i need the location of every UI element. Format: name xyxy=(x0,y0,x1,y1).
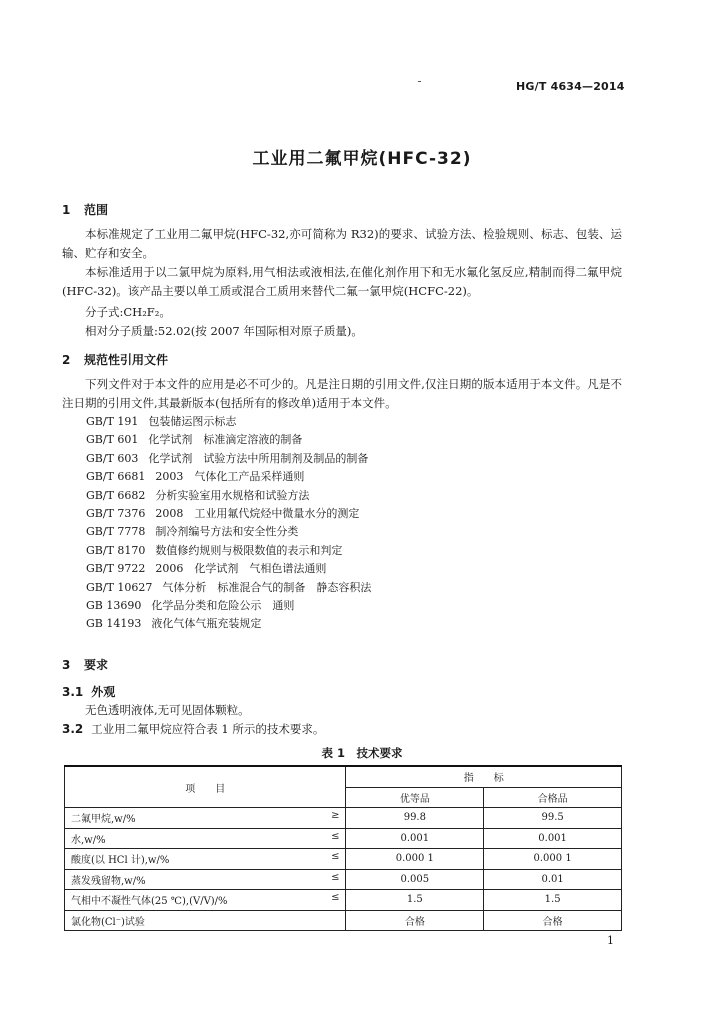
reference-name: 数值修约规则与极限数值的表示和判定 xyxy=(155,543,343,557)
item-name: 气相中不凝性气体(25 ℃),(V/V)/% xyxy=(71,896,228,908)
value-premium: 合格 xyxy=(346,910,484,931)
reference-item xyxy=(86,431,371,449)
value-premium: 0.005 xyxy=(346,869,484,890)
molecular-formula: 分子式:CH₂F₂。 xyxy=(85,305,171,319)
row-item xyxy=(65,849,346,870)
header-item: 项 目 xyxy=(65,766,346,808)
row-item xyxy=(65,869,346,890)
reference-list xyxy=(86,413,371,634)
reference-code: GB/T 7778 xyxy=(86,525,146,539)
subsection-3-1-heading xyxy=(62,683,115,700)
reference-name: 化学品分类和危险公示 通则 xyxy=(151,598,295,612)
molecular-mass: 相对分子质量:52.02(按 2007 年国际相对原子质量)。 xyxy=(85,324,363,338)
reference-name: 分析实验室用水规格和试验方法 xyxy=(155,488,310,502)
value-qualified: 0.001 xyxy=(484,828,622,849)
reference-code: GB/T 10627 xyxy=(86,580,153,594)
item-operator: ≤ xyxy=(331,830,340,842)
table-row xyxy=(65,808,622,829)
section-3-heading xyxy=(62,656,108,673)
reference-name: 气体分析 标准混合气的制备 静态容积法 xyxy=(162,580,372,594)
section-number: 3 xyxy=(62,658,71,672)
reference-item xyxy=(86,487,371,505)
document-title: 工业用二氟甲烷(HFC-32) xyxy=(252,149,472,169)
subsection-number: 3.1 xyxy=(62,685,84,699)
reference-item xyxy=(86,597,371,615)
reference-name: 包装储运图示标志 xyxy=(148,415,237,428)
value-qualified: 0.01 xyxy=(484,869,622,890)
reference-item xyxy=(86,579,371,597)
reference-name: 化学试剂 试验方法中所用制剂及制品的制备 xyxy=(148,451,369,465)
reference-item xyxy=(86,413,371,431)
reference-item xyxy=(86,542,371,560)
scope-paragraph-2: 本标准适用于以二氯甲烷为原料,用气相法或液相法,在催化剂作用下和无水氟化氢反应,精制而得二氟甲烷(HFC-32)。该产品主要以单工质或混合工质用来替代二氟一氯甲烷(HCFC-22)。 xyxy=(62,265,622,298)
value-qualified: 合格 xyxy=(484,910,622,931)
value-premium: 99.8 xyxy=(346,808,484,829)
section-title: 要求 xyxy=(84,658,109,672)
section-number: 2 xyxy=(62,353,71,367)
reference-code: GB/T 7376 xyxy=(86,506,146,520)
header-index: 指 标 xyxy=(346,766,622,787)
reference-code: GB/T 8170 xyxy=(86,543,146,557)
item-operator: ≤ xyxy=(331,851,340,863)
requirements-text: 工业用二氟甲烷应符合表 1 所示的技术要求。 xyxy=(91,722,325,736)
reference-name: 制冷剂编号方法和安全性分类 xyxy=(155,525,299,539)
table-row xyxy=(65,890,622,911)
standard-number: HG/T 4634—2014 xyxy=(516,80,625,93)
value-premium: 0.001 xyxy=(346,828,484,849)
reference-item xyxy=(86,468,371,486)
section-title: 规范性引用文件 xyxy=(84,353,169,367)
subsection-title: 外观 xyxy=(91,685,116,699)
table-row xyxy=(65,828,622,849)
item-name: 水,w/% xyxy=(71,834,106,846)
appearance-text: 无色透明液体,无可见固体颗粒。 xyxy=(85,703,250,717)
section-2-heading xyxy=(62,351,168,368)
item-name: 二氟甲烷,w/% xyxy=(71,814,136,826)
reference-code: GB/T 9722 xyxy=(86,562,146,576)
item-operator: ≤ xyxy=(331,871,340,883)
table-row xyxy=(65,910,622,931)
page-number: 1 xyxy=(607,934,614,947)
reference-name: 液化气体气瓶充装规定 xyxy=(151,617,262,631)
item-name: 氯化物(Cl⁻)试验 xyxy=(71,916,145,928)
reference-item xyxy=(86,450,371,468)
value-qualified: 0.000 1 xyxy=(484,849,622,870)
reference-item xyxy=(86,615,371,633)
table-row xyxy=(65,849,622,870)
reference-name: 2008 工业用氟代烷烃中微量水分的测定 xyxy=(155,506,360,520)
reference-code: GB/T 6681 xyxy=(86,470,146,484)
header-grade-qualified: 合格品 xyxy=(484,787,622,808)
value-qualified: 99.5 xyxy=(484,808,622,829)
reference-code: GB/T 601 xyxy=(86,433,139,447)
table-header-row xyxy=(65,766,622,787)
item-operator: ≥ xyxy=(331,810,340,822)
row-item xyxy=(65,828,346,849)
technical-requirements-table xyxy=(64,765,622,931)
section-1-heading xyxy=(62,201,108,218)
reference-code: GB/T 6682 xyxy=(86,488,146,502)
table-caption: 表 1 技术要求 xyxy=(321,746,403,760)
reference-code: GB 13690 xyxy=(86,598,142,612)
reference-item xyxy=(86,523,371,541)
section-title: 范围 xyxy=(84,203,109,217)
value-premium: 0.000 1 xyxy=(346,849,484,870)
reference-item xyxy=(86,505,371,523)
reference-name: 2006 化学试剂 气相色谱法通则 xyxy=(155,562,327,576)
row-item xyxy=(65,808,346,829)
reference-code: GB/T 191 xyxy=(86,415,139,428)
reference-name: 2003 气体化工产品采样通则 xyxy=(155,470,305,484)
header-grade-premium: 优等品 xyxy=(346,787,484,808)
item-name: 蒸发残留物,w/% xyxy=(71,875,146,887)
subsection-3-2 xyxy=(62,721,324,737)
scope-paragraph-1: 本标准规定了工业用二氟甲烷(HFC-32,亦可简称为 R32)的要求、试验方法、检验规则、标志、包装、运输、贮存和安全。 xyxy=(62,227,622,260)
section-number: 1 xyxy=(62,203,71,217)
value-qualified: 1.5 xyxy=(484,890,622,911)
item-name: 酸度(以 HCl 计),w/% xyxy=(71,855,170,867)
row-item xyxy=(65,890,346,911)
references-intro: 下列文件对于本文件的应用是必不可少的。凡是注日期的引用文件,仅注日期的版本适用于本文件。凡是不注日期的引用文件,其最新版本(包括所有的修改单)适用于本文件。 xyxy=(62,377,622,410)
reference-code: GB 14193 xyxy=(86,617,142,631)
item-operator: ≤ xyxy=(331,892,340,904)
value-premium: 1.5 xyxy=(346,890,484,911)
scan-speck xyxy=(418,81,421,82)
reference-code: GB/T 603 xyxy=(86,451,139,465)
table-row xyxy=(65,869,622,890)
reference-name: 化学试剂 标准滴定溶液的制备 xyxy=(148,433,303,447)
subsection-number: 3.2 xyxy=(62,722,84,736)
row-item xyxy=(65,910,346,931)
reference-item xyxy=(86,560,371,578)
